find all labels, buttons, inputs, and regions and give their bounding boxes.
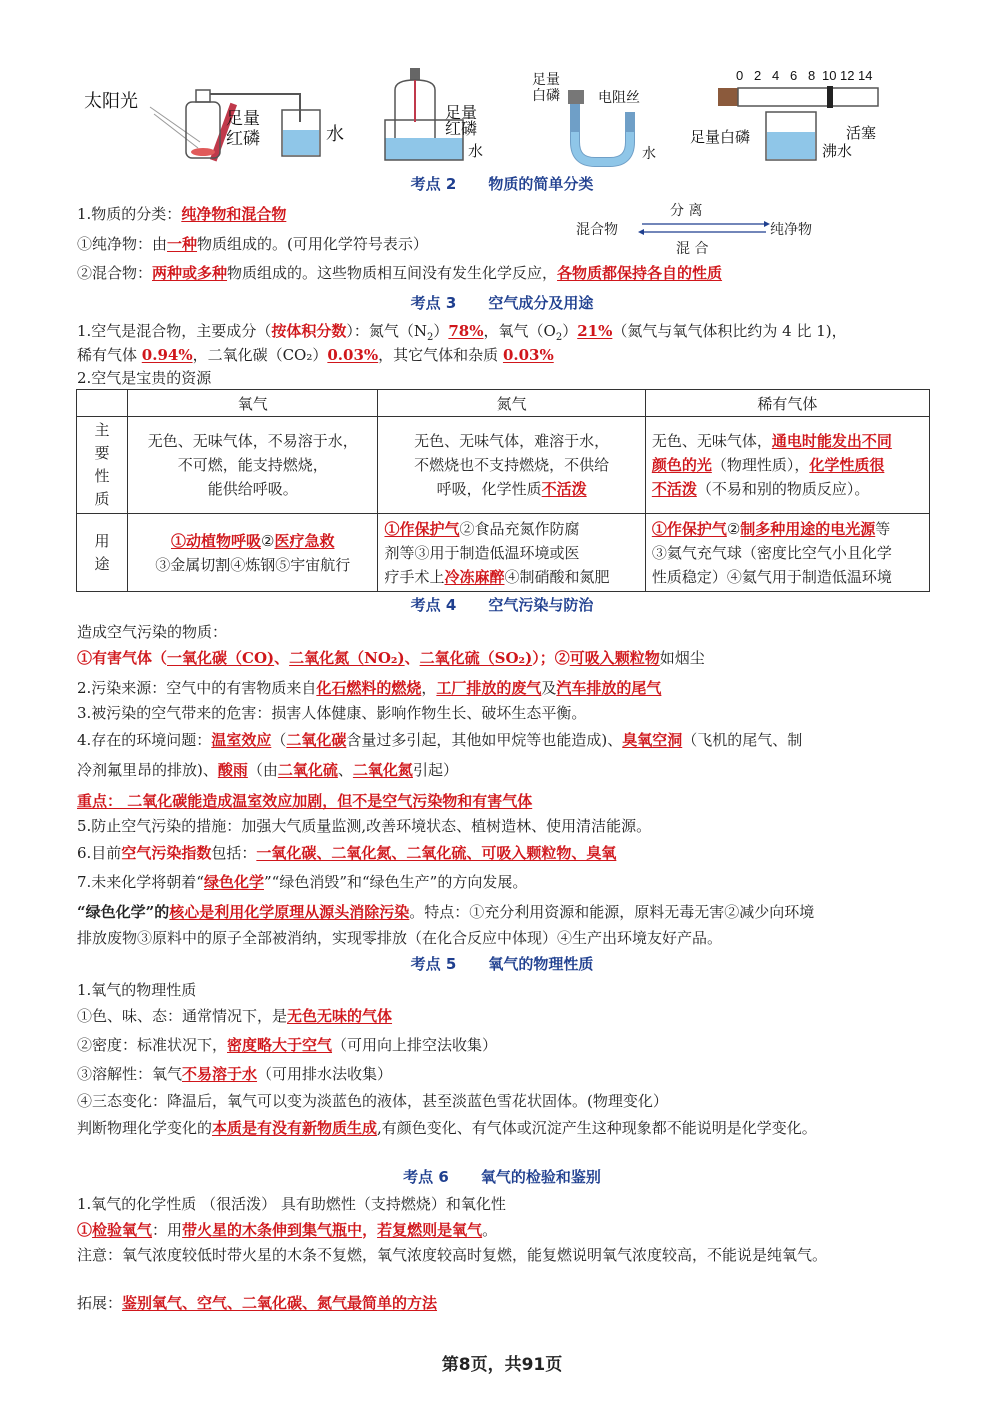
fig3-phosphorus-label: 足量白磷 <box>532 71 560 103</box>
s5-line-5: ④三态变化：降温后，氧气可以变为淡蓝色的液体，甚至淡蓝色雪花状固体。(物理变化） <box>77 1092 668 1110</box>
classification-diagram <box>576 200 826 258</box>
section-number: 考点 6 <box>403 1168 449 1186</box>
s4-line-12: 排放废物③原料中的原子全部被消纳，实现零排放（在化合反应中体现）④生产出环境友好产品。 <box>77 929 723 947</box>
s3-line-1: 1.空气是混合物，主要成分（按体积分数）：氮气$(N_2)78\%$，氧气$(O_2)21\%$（氮气与氧气体积比约为 4 比 1)， <box>77 322 847 343</box>
table-corner <box>77 390 128 417</box>
page-footer: 第8页，共91页 <box>441 1355 563 1375</box>
fig1-phosphorus-label <box>226 109 260 148</box>
fig2-phosphorus-label: 足量红磷 <box>445 105 478 138</box>
bell-jar-stopper <box>410 68 420 80</box>
figure-4 <box>690 68 878 160</box>
table-row-uses <box>77 514 930 592</box>
s4-line-1: 造成空气污染的物质： <box>77 623 228 641</box>
fig4-water-label: 沸水 <box>822 143 853 160</box>
section-title: 氧气的检验和鉴别 <box>480 1168 601 1186</box>
nitrogen-uses: ①作保护气②食品充氮作防腐 剂等③用于制造低温环境或医 疗手术上冷冻麻醉④制硝酸和氮肥 <box>378 514 645 592</box>
section-title: 物质的简单分类 <box>488 175 594 193</box>
red-phosphorus <box>191 148 215 156</box>
fig1-sun-label: 太阳光 <box>84 91 138 111</box>
trough-water <box>385 138 463 160</box>
figure-3 <box>532 71 656 162</box>
table-header-row <box>77 390 930 417</box>
s4-line-3: 2.污染来源：空气中的有害物质来自化石燃料的燃烧，工厂排放的废气及汽车排放的尾气 <box>77 679 662 697</box>
scale-labels: 0 2 4 6 8 10 12 14 <box>736 68 873 83</box>
fig1-phosphorus-2: 红磷 <box>226 129 260 148</box>
arrows <box>638 220 770 236</box>
section-title: 空气成分及用途 <box>488 294 594 312</box>
flask-neck <box>196 90 210 102</box>
mixture-label: 混合物 <box>576 222 618 238</box>
section-number: 考点 5 <box>410 955 457 973</box>
u-tube <box>575 102 630 162</box>
section-number: 考点 2 <box>410 175 457 193</box>
oxygen-uses: ①动植物呼吸②医疗急救 ③金属切割④炼钢⑤宇宙航行 <box>128 514 378 592</box>
s2-line-3: ②混合物：两种或多种物质组成的。这些物质相互间没有发生化学反应，各物质都保持各自的性质 <box>77 264 723 282</box>
piston <box>827 86 833 108</box>
s4-line-11: “绿色化学”的核心是利用化学原理从源头消除污染。特点：①充分利用资源和能源，原料无毒无害②减少向环境 <box>77 903 815 921</box>
section-number: 考点 4 <box>410 596 457 614</box>
s5-line-1: 1.氧气的物理性质 <box>77 981 197 999</box>
col-nitrogen: 氮气 <box>378 390 645 417</box>
separate-label: 分 离 <box>670 203 703 219</box>
s5-line-2: ①色、味、态：通常情况下，是无色无味的气体 <box>77 1007 393 1025</box>
fig3-water-label: 水 <box>642 145 656 161</box>
section-6-heading <box>0 1166 1004 1187</box>
col-oxygen: 氧气 <box>128 390 378 417</box>
s4-line-10: 7.未来化学将朝着“绿色化学”“绿色消毁”和“绿色生产”的方向发展。 <box>77 873 528 891</box>
s6-line-1: 1.氧气的化学性质 （很活泼） 具有助燃性（支持燃烧）和氧化性 <box>77 1195 506 1213</box>
s4-line-9: 6.目前空气污染指数包括：一氧化碳、二氧化氮、二氧化硫、可吸入颗粒物、臭氧 <box>77 844 617 862</box>
boiling-water <box>767 132 815 159</box>
s4-line-4: 3.被污染的空气带来的危害：损害人体健康、影响作物生长、破坏生态平衡。 <box>77 704 587 722</box>
fig2-water-label: 水 <box>468 143 484 160</box>
fig3-wire-label: 电阻丝 <box>598 89 640 105</box>
s4-line-6: 冷剂氟里昂的排放)、酸雨（由二氧化硫、二氧化氮引起） <box>77 761 458 779</box>
section-5-heading <box>0 953 1004 974</box>
figure-2 <box>385 68 483 160</box>
s5-line-4: ③溶解性：氧气不易溶于水（可用排水法收集） <box>77 1065 393 1083</box>
fig4-piston-label: 活塞 <box>846 125 877 142</box>
figure-1 <box>84 90 344 162</box>
sun-ray <box>150 107 200 142</box>
fig4-phosphorus-label: 足量白磷 <box>690 129 751 146</box>
s2-line-2: ①纯净物：由一种物质组成的。(可用化学符号表示） <box>77 235 428 253</box>
s6-line-2: ①检验氧气：用带火星的木条伸到集气瓶中，若复燃则是氧气。 <box>77 1221 498 1239</box>
s6-line-3: 注意：氧气浓度较低时带火星的木条不复燃，氧气浓度较高时复燃，能复燃说明氧气浓度较高，不能说是纯氧气。 <box>77 1246 828 1264</box>
s6-line-4: 拓展：鉴别氧气、空气、二氧化碳、氮气最简单的方法 <box>77 1294 438 1312</box>
s4-line-8: 5.防止空气污染的措施：加强大气质量监测,改善环境状态、植树造林、使用清洁能源。 <box>77 817 652 835</box>
fig1-water-label: 水 <box>326 124 344 144</box>
section-3-heading <box>0 292 1004 313</box>
oxygen-properties: 无色、无味气体，不易溶于水， 不可燃，能支持燃烧， 能供给呼吸。 <box>128 417 378 514</box>
beaker-water <box>283 130 319 155</box>
table-row-properties <box>77 417 930 514</box>
stopper <box>718 88 738 106</box>
s5-line-6: 判断物理化学变化的本质是有没有新物质生成,有颜色变化、有气体或沉淀产生这种现象都不能说明是化学变化。 <box>77 1119 817 1137</box>
s3-line-3: 2.空气是宝贵的资源 <box>77 369 212 387</box>
s4-line-2: ①有害气体（一氧化碳（CO)、二氧化氮（NO₂)、二氧化硫（SO₂)）；②可吸入颗粒物如烟尘 <box>77 649 705 667</box>
rare-gas-uses: ①作保护气②制多种用途的电光源等 ③氦气充气球（密度比空气小且化学 性质稳定）④氦气用于制造低温环境 <box>645 514 929 592</box>
experiment-figures <box>70 62 890 174</box>
s5-line-3: ②密度：标准状况下，密度略大于空气（可用向上排空法收集） <box>77 1036 498 1054</box>
section-title: 空气污染与防治 <box>488 596 594 614</box>
glass-tube <box>738 88 878 106</box>
air-resources-table <box>76 389 930 592</box>
stopper <box>568 90 584 104</box>
row-label-properties: 主 要 性 质 <box>77 417 128 514</box>
mix-label: 混 合 <box>676 241 709 257</box>
s2-line-1: 1.物质的分类：纯净物和混合物 <box>77 205 287 223</box>
pure-label: 纯净物 <box>770 222 812 238</box>
section-4-heading <box>0 594 1004 615</box>
sun-ray <box>154 114 198 148</box>
s4-key-point: 重点： 二氧化碳能造成温室效应加剧，但不是空气污染物和有害气体 <box>77 792 533 810</box>
nitrogen-properties: 无色、无味气体，难溶于水， 不燃烧也不支持燃烧，不供给 呼吸，化学性质不活泼 <box>378 417 645 514</box>
section-title: 氧气的物理性质 <box>488 955 594 973</box>
fig1-phosphorus-1: 足量 <box>226 109 260 128</box>
s3-line-2: 稀有气体 0.94%，二氧化碳（CO₂）0.03%，其它气体和杂质 0.03% <box>77 346 554 364</box>
section-2-heading <box>0 173 1004 194</box>
rare-gas-properties: 无色、无味气体，通电时能发出不同 颜色的光（物理性质），化学性质很 不活泼（不易和别的物质反应）。 <box>645 417 929 514</box>
s4-line-5: 4.存在的环境问题：温室效应（二氧化碳含量过多引起，其他如甲烷等也能造成)、臭氧空洞（飞机的尾气、制 <box>77 731 803 749</box>
row-label-uses: 用 途 <box>77 514 128 592</box>
col-rare-gas: 稀有气体 <box>645 390 929 417</box>
section-number: 考点 3 <box>410 294 457 312</box>
